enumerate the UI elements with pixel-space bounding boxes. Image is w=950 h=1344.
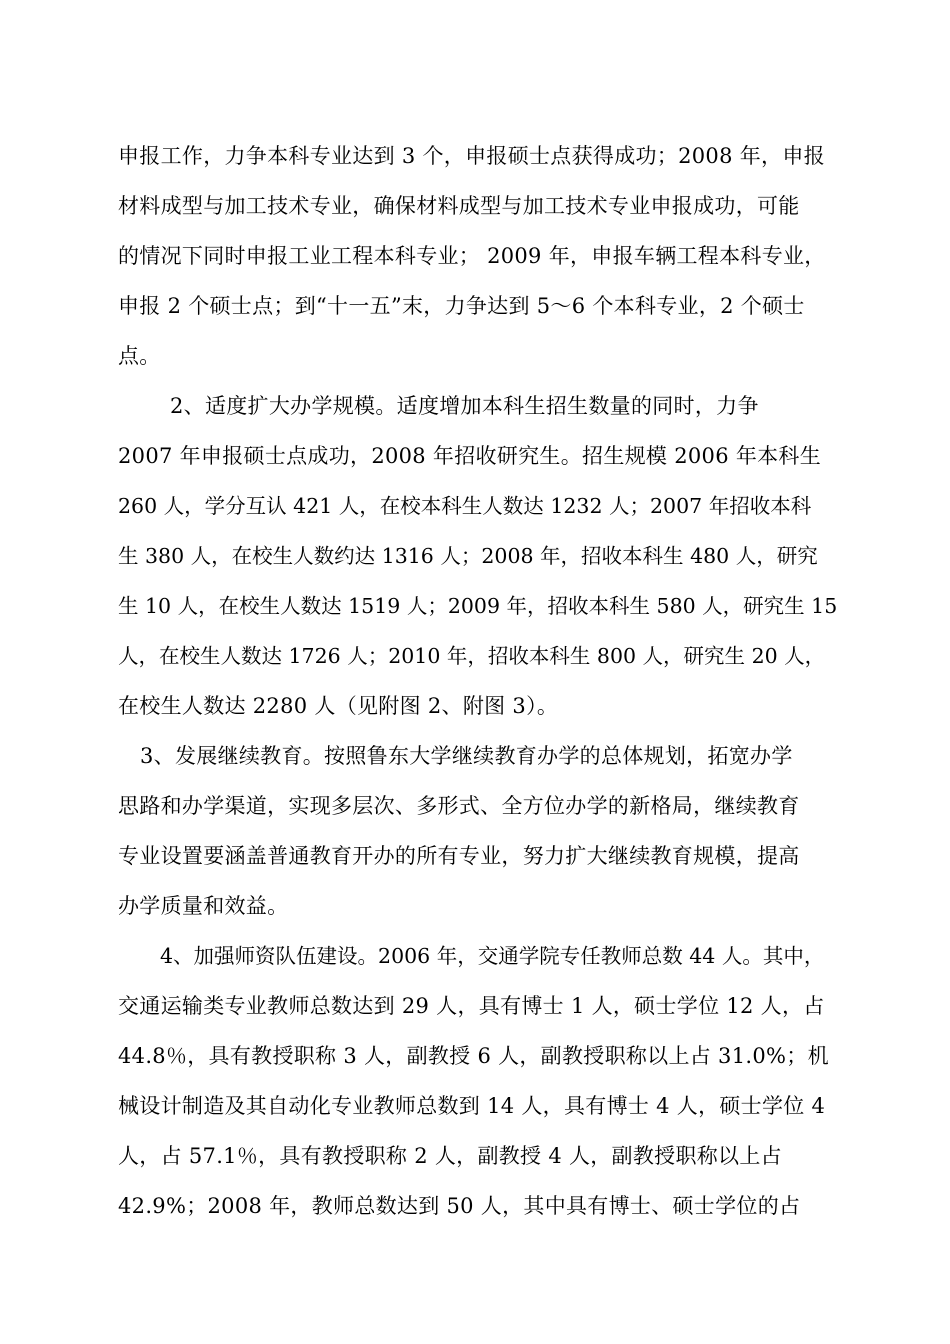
text-line: 4、加强师资队伍建设。2006 年，交通学院专任教师总数 44 人。其中，	[160, 944, 825, 968]
text-line: 260 人，学分互认 421 人，在校本科生人数达 1232 人；2007 年招收本科	[118, 494, 812, 518]
text-line: 人，在校生人数达 1726 人；2010 年，招收本科生 800 人，研究生 20 人，	[118, 644, 826, 668]
text-line: 械设计制造及其自动化专业教师总数到 14 人，具有博士 4 人，硕士学位 4	[118, 1094, 826, 1118]
text-line: 生 10 人，在校生人数达 1519 人；2009 年，招收本科生 580 人，研究生 15	[118, 594, 838, 618]
text-line: 人，占 57.1％，具有教授职称 2 人，副教授 4 人，副教授职称以上占	[118, 1144, 782, 1168]
text-line: 办学质量和效益。	[118, 894, 289, 918]
text-line: 生 380 人，在校生人数约达 1316 人；2008 年，招收本科生 480 人，研究	[118, 544, 818, 568]
text-line: 2、适度扩大办学规模。适度增加本科生招生数量的同时，力争	[170, 394, 759, 418]
text-line: 3、发展继续教育。按照鲁东大学继续教育办学的总体规划，拓宽办学	[140, 744, 793, 768]
text-line: 申报工作，力争本科专业达到 3 个，申报硕士点获得成功；2008 年，申报	[118, 144, 825, 168]
text-line: 思路和办学渠道，实现多层次、多形式、全方位办学的新格局，继续教育	[118, 794, 800, 818]
text-line: 44.8％，具有教授职称 3 人，副教授 6 人，副教授职称以上占 31.0%；机	[118, 1044, 829, 1068]
text-line: 的情况下同时申报工业工程本科专业； 2009 年，申报车辆工程本科专业，	[118, 244, 826, 268]
text-line: 在校生人数达 2280 人（见附图 2、附图 3）。	[118, 694, 559, 718]
text-line: 材料成型与加工技术专业，确保材料成型与加工技术专业申报成功，可能	[118, 194, 800, 218]
text-line: 2007 年申报硕士点成功，2008 年招收研究生。招生规模 2006 年本科生	[118, 444, 822, 468]
text-line: 42.9%；2008 年，教师总数达到 50 人，其中具有博士、硕士学位的占	[118, 1194, 801, 1218]
text-line: 申报 2 个硕士点；到“十一五”末，力争达到 5～6 个本科专业，2 个硕士	[118, 294, 805, 318]
text-line: 交通运输类专业教师总数达到 29 人，具有博士 1 人，硕士学位 12 人，占	[118, 994, 825, 1018]
text-line: 专业设置要涵盖普通教育开办的所有专业，努力扩大继续教育规模，提高	[118, 844, 800, 868]
text-line: 点。	[118, 344, 161, 368]
